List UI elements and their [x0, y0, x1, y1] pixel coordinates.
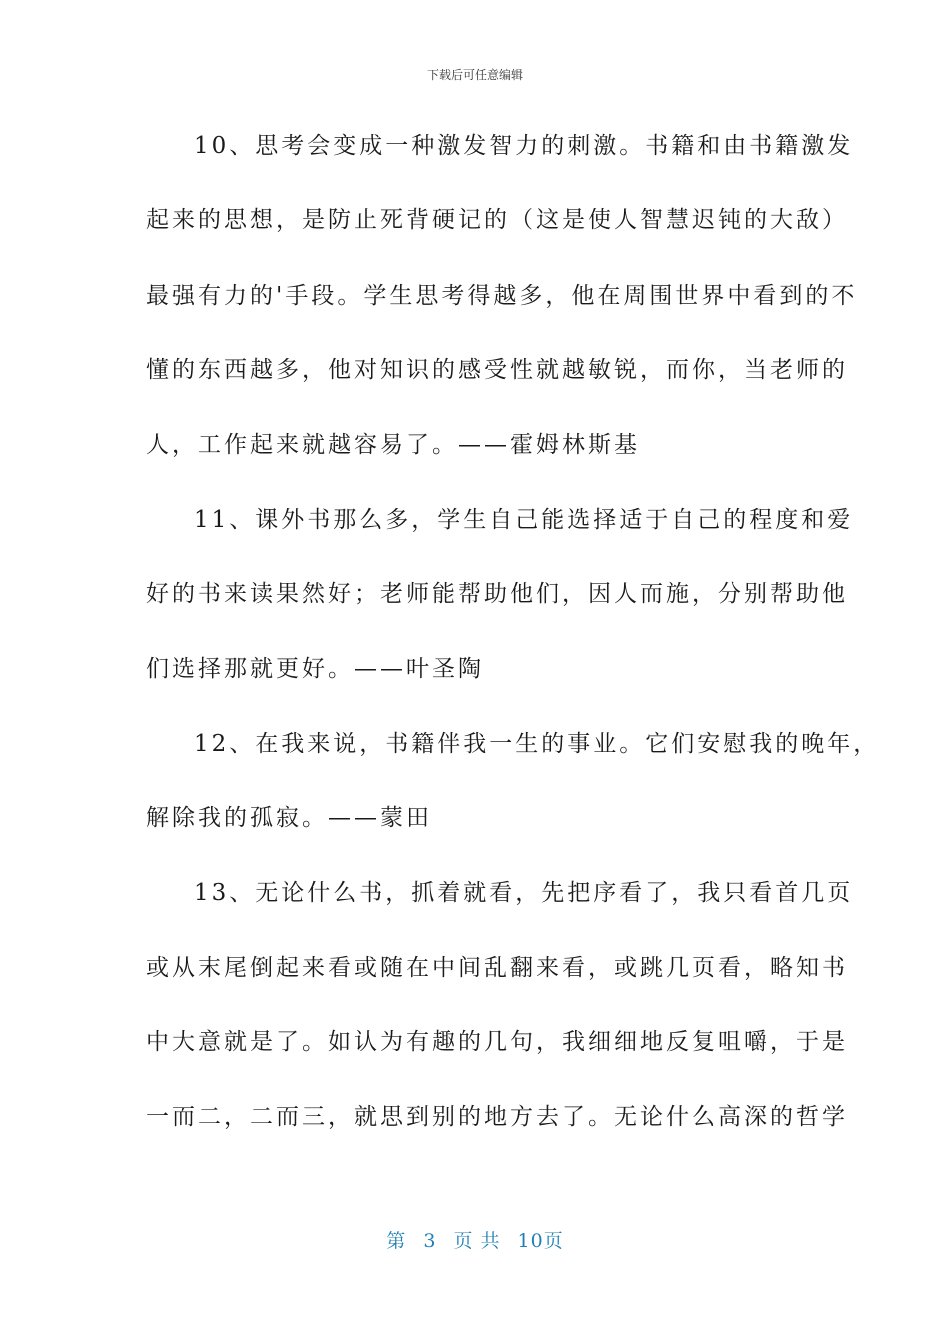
footer-total-pages: 10页	[517, 1230, 564, 1252]
paragraph-10-line-4: 懂的东西越多，他对知识的感受性就越敏锐，而你，当老师的	[146, 357, 848, 383]
paragraph-13-line-3: 中大意就是了。如认为有趣的几句，我细细地反复咀嚼，于是	[146, 1029, 848, 1055]
paragraph-11-line-2: 好的书来读果然好；老师能帮助他们，因人而施，分别帮助他	[146, 581, 848, 607]
paragraph-11-line-1: 11、课外书那么多，学生自己能选择适于自己的程度和爱	[194, 507, 854, 533]
paragraph-12-line-1: 12、在我来说，书籍伴我一生的事业。它们安慰我的晚年，	[194, 731, 880, 757]
page-number-footer	[0, 1226, 950, 1253]
paragraph-10-line-3: 最强有力的'手段。学生思考得越多，他在周围世界中看到的不	[146, 283, 858, 309]
paragraph-13-line-2: 或从末尾倒起来看或随在中间乱翻来看，或跳几页看，略知书	[146, 955, 848, 981]
paragraph-12-line-2: 解除我的孤寂。——蒙田	[146, 805, 432, 831]
paragraph-13-line-1: 13、无论什么书，抓着就看，先把序看了，我只看首几页	[194, 880, 854, 906]
paragraph-11-line-3: 们选择那就更好。——叶圣陶	[146, 656, 484, 682]
page-header-note: 下载后可任意编辑	[426, 68, 523, 82]
paragraph-10-line-1: 10、思考会变成一种激发智力的刺激。书籍和由书籍激发	[194, 133, 854, 159]
paragraph-10-line-2: 起来的思想，是防止死背硬记的（这是使人智慧迟钝的大敌）	[146, 207, 848, 233]
paragraph-13-line-4: 一而二，二而三，就思到别的地方去了。无论什么高深的哲学	[146, 1104, 848, 1130]
footer-middle: 页 共	[453, 1230, 501, 1252]
footer-current-page: 3	[423, 1230, 437, 1252]
paragraph-10-line-5: 人，工作起来就越容易了。——霍姆林斯基	[146, 432, 640, 458]
footer-prefix: 第	[386, 1230, 407, 1252]
